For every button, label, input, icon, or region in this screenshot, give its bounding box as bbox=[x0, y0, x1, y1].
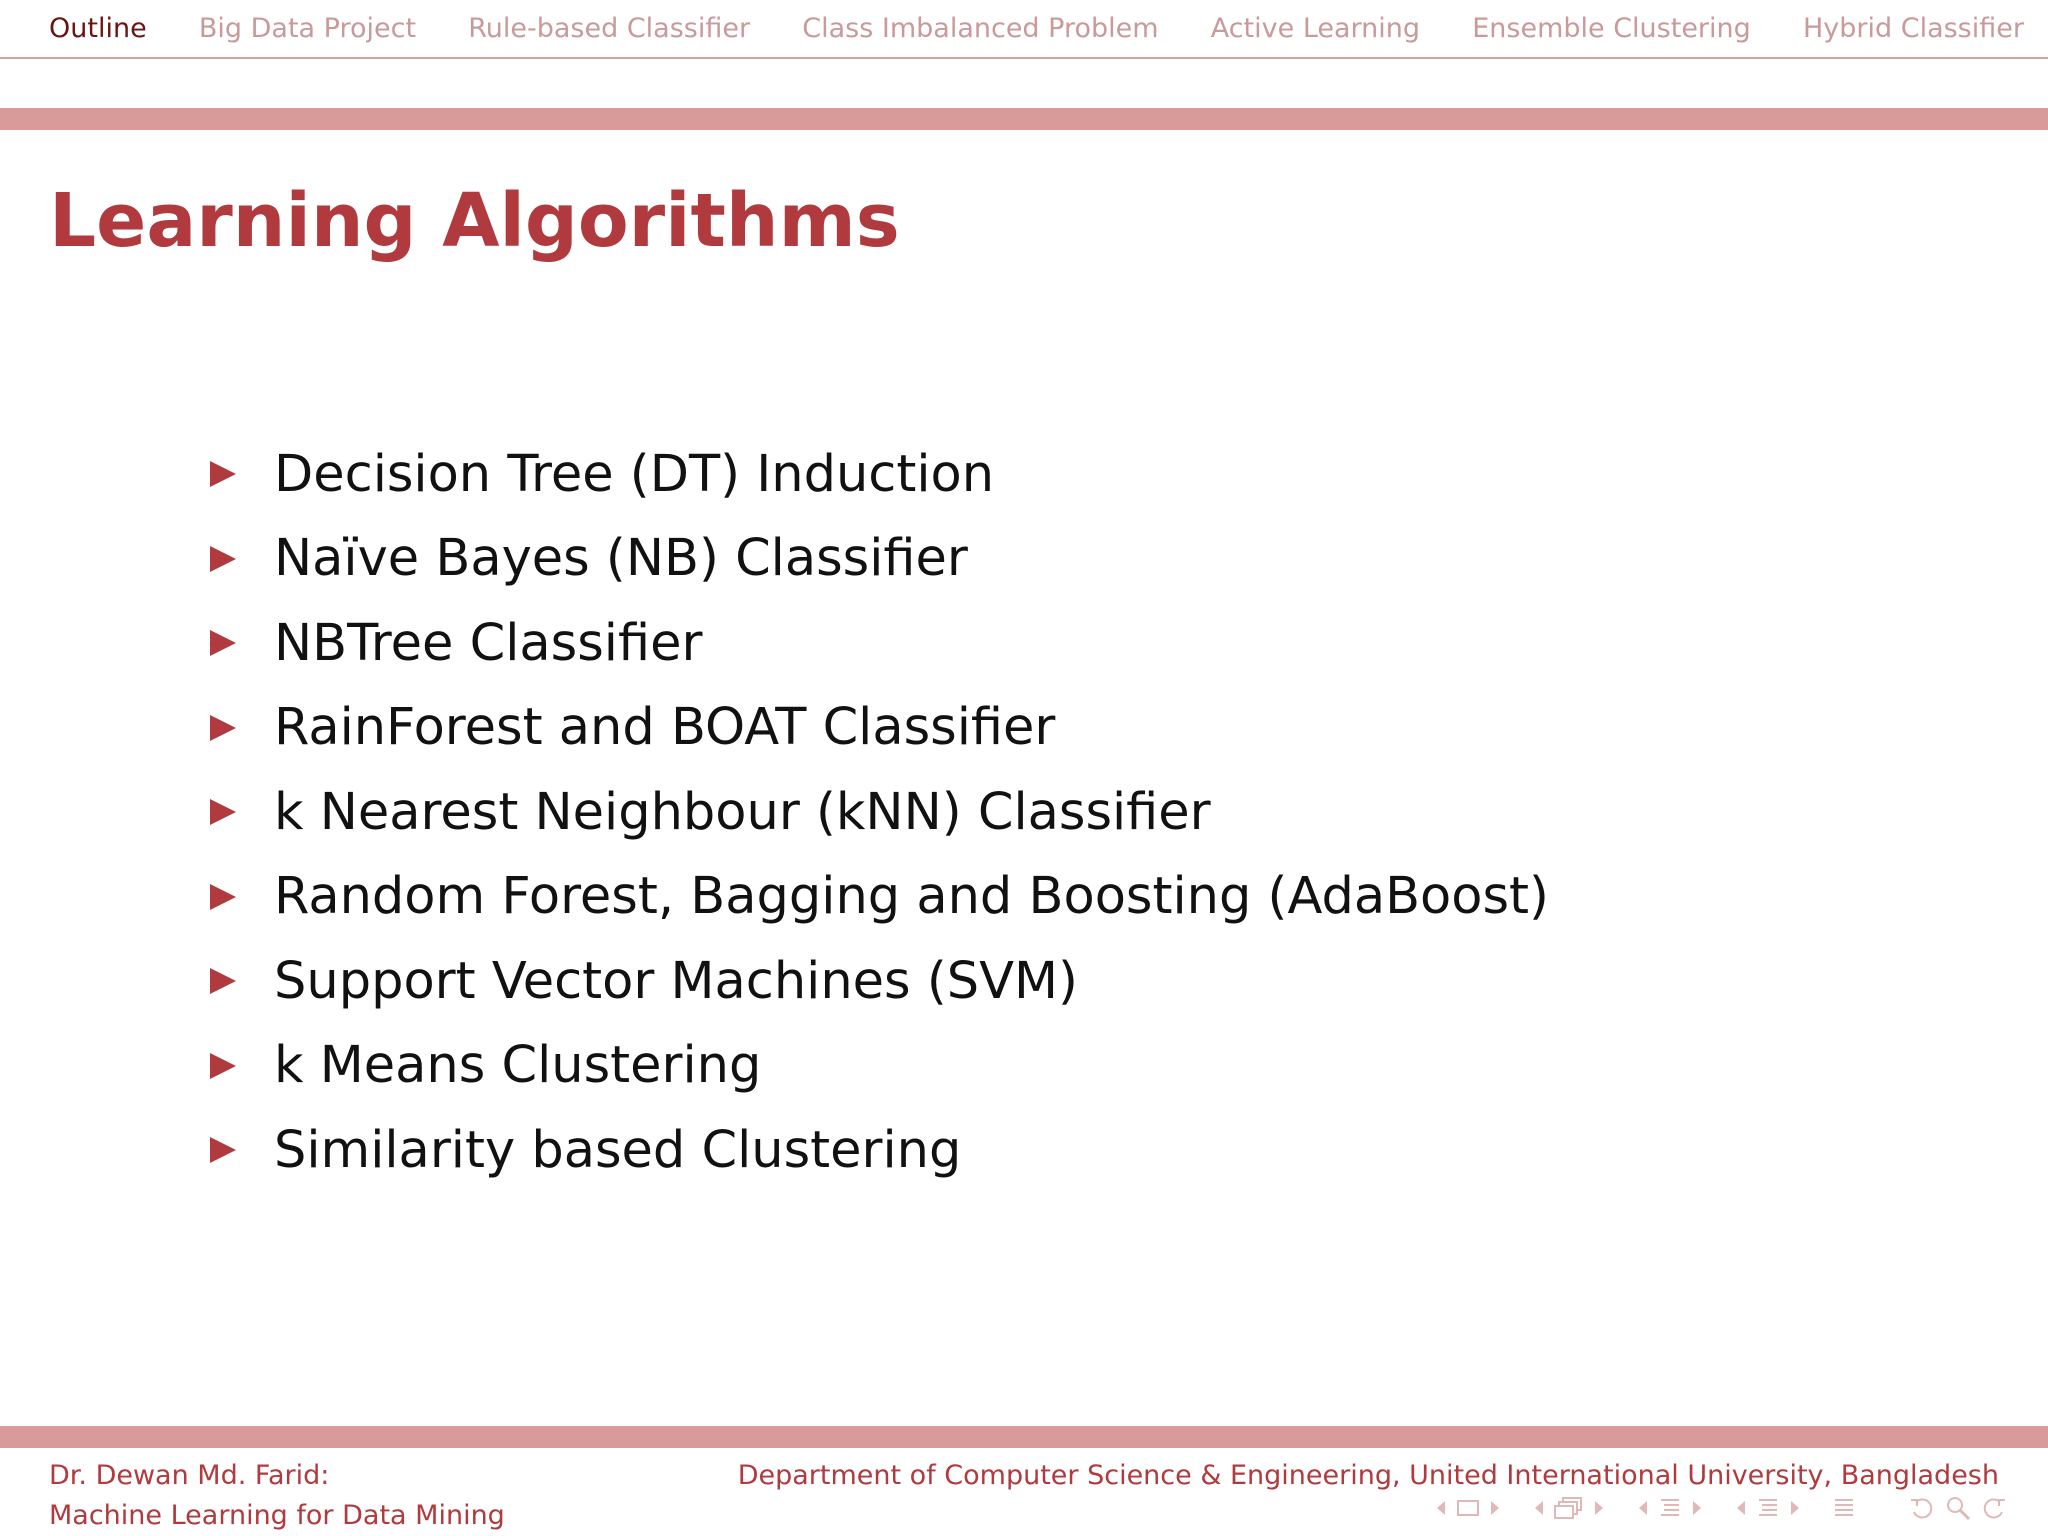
next-section-icon[interactable] bbox=[1690, 1499, 1704, 1517]
subsection-icon[interactable] bbox=[1554, 1496, 1584, 1520]
nav-item-ensemble-clustering[interactable]: Ensemble Clustering bbox=[1472, 13, 1751, 44]
list-item bbox=[210, 1024, 1549, 1109]
footer-divider-bar bbox=[0, 1426, 2048, 1448]
section-icon[interactable] bbox=[1658, 1496, 1682, 1520]
list-item bbox=[210, 686, 1549, 771]
prev-document-section-icon[interactable] bbox=[1734, 1499, 1748, 1517]
frame-icon[interactable] bbox=[1456, 1498, 1480, 1518]
next-subsection-icon[interactable] bbox=[1592, 1499, 1606, 1517]
triangle-bullet-icon bbox=[210, 630, 236, 656]
nav-item-active-learning[interactable]: Active Learning bbox=[1210, 13, 1421, 44]
bullet-list bbox=[210, 432, 1549, 1193]
nav-item-outline[interactable]: Outline bbox=[49, 13, 147, 44]
list-item bbox=[210, 770, 1549, 855]
prev-section-icon[interactable] bbox=[1636, 1499, 1650, 1517]
list-item bbox=[210, 1108, 1549, 1193]
triangle-bullet-icon bbox=[210, 1053, 236, 1079]
triangle-bullet-icon bbox=[210, 968, 236, 994]
forward-icon[interactable] bbox=[1980, 1494, 2008, 1522]
list-item bbox=[210, 939, 1549, 1024]
next-frame-icon[interactable] bbox=[1488, 1499, 1502, 1517]
list-item bbox=[210, 432, 1549, 517]
nav-item-big-data-project[interactable]: Big Data Project bbox=[198, 13, 417, 44]
bullet-text: Similarity based Clustering bbox=[274, 1120, 962, 1180]
header-divider-bar bbox=[0, 108, 2048, 130]
search-icon[interactable] bbox=[1944, 1494, 1972, 1522]
prev-subsection-icon[interactable] bbox=[1532, 1499, 1546, 1517]
triangle-bullet-icon bbox=[210, 884, 236, 910]
bullet-text: Random Forest, Bagging and Boosting (AdaBoost) bbox=[274, 867, 1549, 927]
footer-author: Dr. Dewan Md. Farid: bbox=[49, 1460, 330, 1491]
nav-item-class-imbalanced-problem[interactable]: Class Imbalanced Problem bbox=[802, 13, 1159, 44]
next-document-section-icon[interactable] bbox=[1788, 1499, 1802, 1517]
triangle-bullet-icon bbox=[210, 715, 236, 741]
nav-item-rule-based-classifier[interactable]: Rule-based Classifier bbox=[468, 13, 751, 44]
outline-icon[interactable] bbox=[1832, 1496, 1856, 1520]
document-section-icon[interactable] bbox=[1756, 1496, 1780, 1520]
bullet-text: k Nearest Neighbour (kNN) Classifier bbox=[274, 782, 1211, 842]
bullet-text: NBTree Classifier bbox=[274, 613, 703, 673]
triangle-bullet-icon bbox=[210, 799, 236, 825]
nav-item-hybrid-classifier[interactable]: Hybrid Classifier bbox=[1802, 13, 2024, 44]
bullet-text: Naïve Bayes (NB) Classifier bbox=[274, 529, 968, 589]
beamer-navigation-controls bbox=[1434, 1494, 2008, 1522]
footer-course: Machine Learning for Data Mining bbox=[49, 1500, 505, 1531]
prev-frame-icon[interactable] bbox=[1434, 1499, 1448, 1517]
bullet-text: RainForest and BOAT Classifier bbox=[274, 698, 1056, 758]
bullet-text: k Means Clustering bbox=[274, 1036, 762, 1096]
footer-author-block bbox=[49, 1456, 505, 1536]
section-navigation bbox=[0, 0, 2048, 59]
slide-title: Learning Algorithms bbox=[49, 178, 900, 264]
list-item bbox=[210, 855, 1549, 940]
triangle-bullet-icon bbox=[210, 461, 236, 487]
triangle-bullet-icon bbox=[210, 1137, 236, 1163]
triangle-bullet-icon bbox=[210, 546, 236, 572]
list-item bbox=[210, 517, 1549, 602]
list-item bbox=[210, 601, 1549, 686]
bullet-text: Decision Tree (DT) Induction bbox=[274, 444, 995, 504]
back-icon[interactable] bbox=[1908, 1494, 1936, 1522]
bullet-text: Support Vector Machines (SVM) bbox=[274, 951, 1078, 1011]
footer-department: Department of Computer Science & Engineering, United International University, Bangladesh bbox=[737, 1460, 1999, 1491]
